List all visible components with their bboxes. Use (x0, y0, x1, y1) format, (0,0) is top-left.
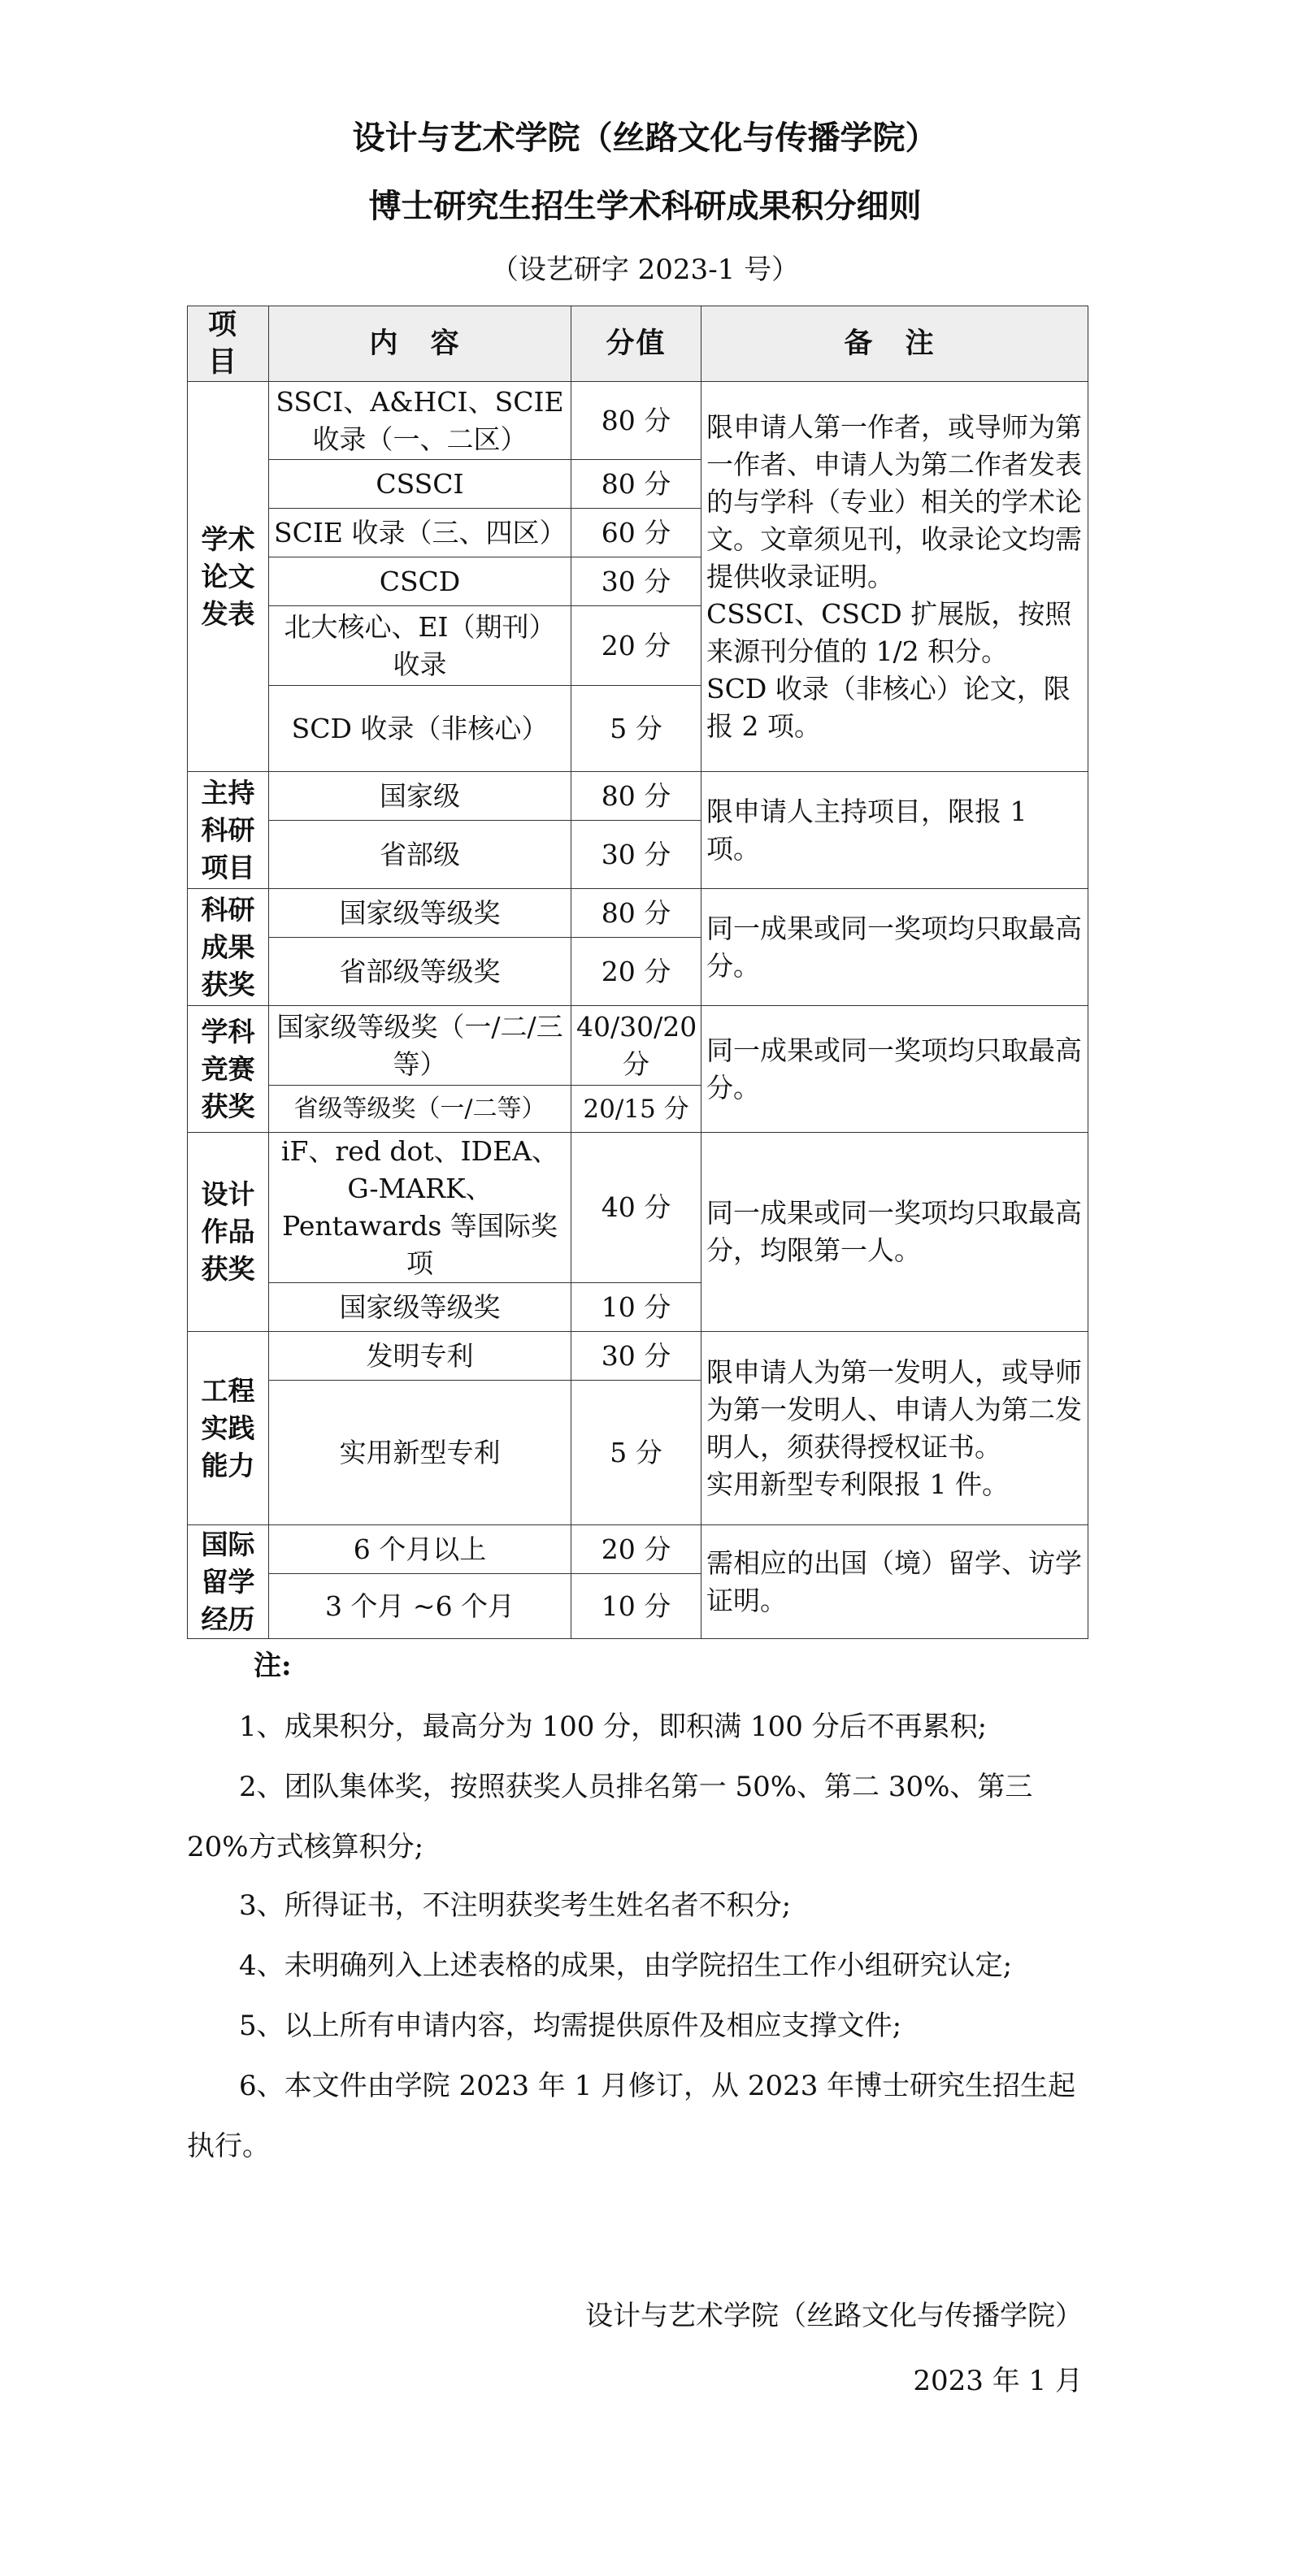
score-cell: 40 分 (571, 1133, 701, 1283)
table-row (188, 1133, 1088, 1283)
table-row (188, 1525, 1088, 1574)
category-cell: 学术论文发表 (188, 382, 269, 772)
note-item: 1、成果积分，最高分为 100 分，即积满 100 分后不再累积; (239, 1711, 988, 1743)
score-cell: 5 分 (571, 1381, 701, 1525)
note-item: 5、以上所有申请内容，均需提供原件及相应支撑文件; (239, 2010, 902, 2042)
score-cell: 80 分 (571, 772, 701, 821)
header-category: 项 目 (188, 306, 269, 382)
issuing-organization: 设计与艺术学院（丝路文化与传播学院） (585, 2300, 1083, 2332)
remark-cell: 需相应的出国（境）留学、访学证明。 (701, 1525, 1088, 1639)
table-row (188, 1006, 1088, 1086)
score-cell: 30 分 (571, 557, 701, 606)
content-cell: CSCD (269, 557, 571, 606)
content-cell: 实用新型专利 (269, 1381, 571, 1525)
content-cell: CSSCI (269, 460, 571, 509)
category-cell: 科研成果获奖 (188, 889, 269, 1006)
remark-cell: 限申请人为第一发明人，或导师为第一发明人、申请人为第二发明人，须获得授权证书。 实用新型专利限报 1 件。 (701, 1332, 1088, 1525)
content-cell: SCD 收录（非核心） (269, 686, 571, 772)
score-cell: 20 分 (571, 1525, 701, 1574)
content-cell: iF、red dot、IDEA、G-MARK、Pentawards 等国际奖项 (269, 1133, 571, 1283)
score-cell: 20 分 (571, 606, 701, 686)
header-remark: 备 注 (701, 306, 1088, 382)
content-cell: SCIE 收录（三、四区） (269, 509, 571, 557)
header-score: 分值 (571, 306, 701, 382)
content-cell: 省部级等级奖 (269, 938, 571, 1006)
note-item: 6、本文件由学院 2023 年 1 月修订，从 2023 年博士研究生招生起执行。 (187, 2070, 1076, 2162)
notes-heading: 注: (254, 1650, 292, 1682)
score-cell: 30 分 (571, 821, 701, 889)
category-cell: 学科竞赛获奖 (188, 1006, 269, 1133)
remark-cell: 同一成果或同一奖项均只取最高分。 (701, 1006, 1088, 1133)
document-title: 设计与艺术学院（丝路文化与传播学院） (352, 119, 938, 157)
content-cell: SSCI、A&HCI、SCIE 收录（一、二区） (269, 382, 571, 460)
table-row (188, 889, 1088, 938)
content-cell: 国家级等级奖 (269, 1283, 571, 1332)
score-cell: 80 分 (571, 889, 701, 938)
content-cell: 国家级 (269, 772, 571, 821)
content-cell: 省部级 (269, 821, 571, 889)
category-cell: 工程实践能力 (188, 1332, 269, 1525)
content-cell: 3 个月 ~6 个月 (269, 1574, 571, 1639)
content-cell: 省级等级奖（一/二等） (269, 1086, 571, 1133)
score-cell: 80 分 (571, 460, 701, 509)
category-cell: 国际留学经历 (188, 1525, 269, 1639)
content-cell: 6 个月以上 (269, 1525, 571, 1574)
note-item: 4、未明确列入上述表格的成果，由学院招生工作小组研究认定; (239, 1949, 1013, 1982)
content-cell: 发明专利 (269, 1332, 571, 1381)
score-cell: 10 分 (571, 1574, 701, 1639)
header-content: 内 容 (269, 306, 571, 382)
score-table (187, 306, 1088, 1639)
content-cell: 北大核心、EI（期刊）收录 (269, 606, 571, 686)
score-cell: 40/30/20 分 (571, 1006, 701, 1086)
remark-cell: 限申请人第一作者，或导师为第一作者、申请人为第二作者发表的与学科（专业）相关的学术论文。文章须见刊，收录论文均需提供收录证明。 CSSCI、CSCD 扩展版，按照来源刊分值的 1/2 积分。 SCD 收录（非核心）论文，限报 2 项。 (701, 382, 1088, 772)
remark-cell: 同一成果或同一奖项均只取最高分，均限第一人。 (701, 1133, 1088, 1332)
table-row (188, 772, 1088, 821)
content-cell: 国家级等级奖 (269, 889, 571, 938)
document-number: （设艺研字 2023-1 号） (490, 254, 800, 286)
table-row (188, 1332, 1088, 1381)
note-item: 3、所得证书，不注明获奖考生姓名者不积分; (239, 1889, 792, 1922)
score-cell: 10 分 (571, 1283, 701, 1332)
content-cell: 国家级等级奖（一/二/三等） (269, 1006, 571, 1086)
score-cell: 80 分 (571, 382, 701, 460)
table-header-row (188, 306, 1088, 382)
remark-cell: 限申请人主持项目，限报 1 项。 (701, 772, 1088, 889)
score-cell: 60 分 (571, 509, 701, 557)
document-subtitle: 博士研究生招生学术科研成果积分细则 (368, 187, 922, 225)
note-item: 2、团队集体奖，按照获奖人员排名第一 50%、第二 30%、第三 20%方式核算积分; (187, 1771, 1033, 1863)
category-cell: 主持科研项目 (188, 772, 269, 889)
score-cell: 5 分 (571, 686, 701, 772)
category-cell: 设计作品获奖 (188, 1133, 269, 1332)
score-cell: 30 分 (571, 1332, 701, 1381)
score-cell: 20 分 (571, 938, 701, 1006)
remark-cell: 同一成果或同一奖项均只取最高分。 (701, 889, 1088, 1006)
issue-date: 2023 年 1 月 (913, 2365, 1083, 2397)
score-cell: 20/15 分 (571, 1086, 701, 1133)
table-row (188, 382, 1088, 460)
